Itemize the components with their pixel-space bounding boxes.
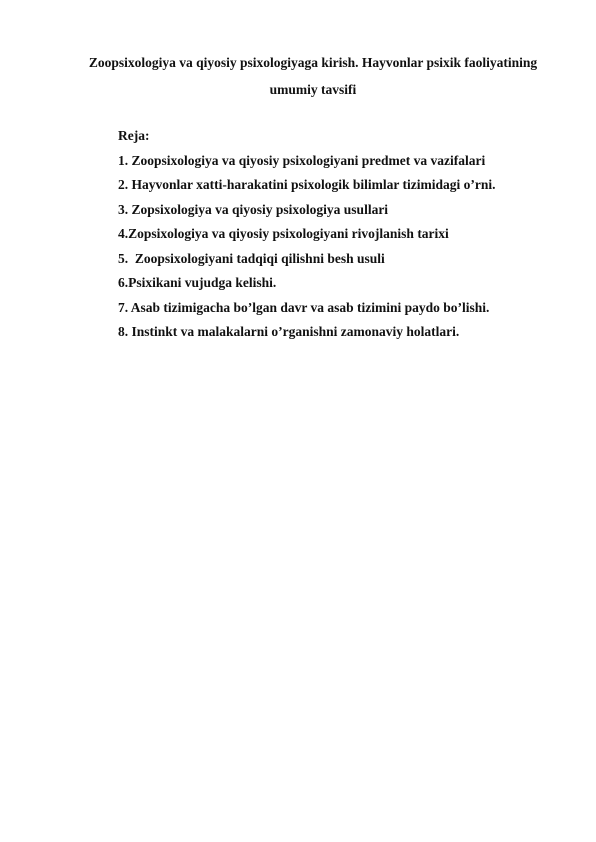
plan-item: 5. Zoopsixologiyani tadqiqi qilishni besh usuli <box>118 250 385 266</box>
plan-item: 4.Zopsixologiya va qiyosiy psixologiyani rivojlanish tarixi <box>118 226 449 241</box>
plan-section <box>118 128 578 349</box>
plan-item: 1. Zoopsixologiya va qiyosiy psixologiyani predmet va vazifalari <box>118 152 486 168</box>
plan-item: 3. Zopsixologiya va qiyosiy psixologiya usullari <box>118 201 389 217</box>
plan-item: 8. Instinkt va malakalarni o’rganishni zamonaviy holatlari. <box>118 324 460 339</box>
plan-item: 7. Asab tizimigacha bo’lgan davr va asab tizimini paydo bo’lishi. <box>118 299 490 315</box>
plan-item: 2. Hayvonlar xatti-harakatini psixologik bilimlar tizimidagi o’rni. <box>118 177 496 192</box>
document-title-line-2: umumiy tavsifi <box>269 82 357 97</box>
document-title-line-1: Zoopsixologiya va qiyosiy psixologiyaga kirish. Hayvonlar psixik faoliyatining <box>88 55 538 70</box>
plan-label: Reja: <box>118 128 150 143</box>
plan-item: 6.Psixikani vujudga kelishi. <box>118 275 277 290</box>
